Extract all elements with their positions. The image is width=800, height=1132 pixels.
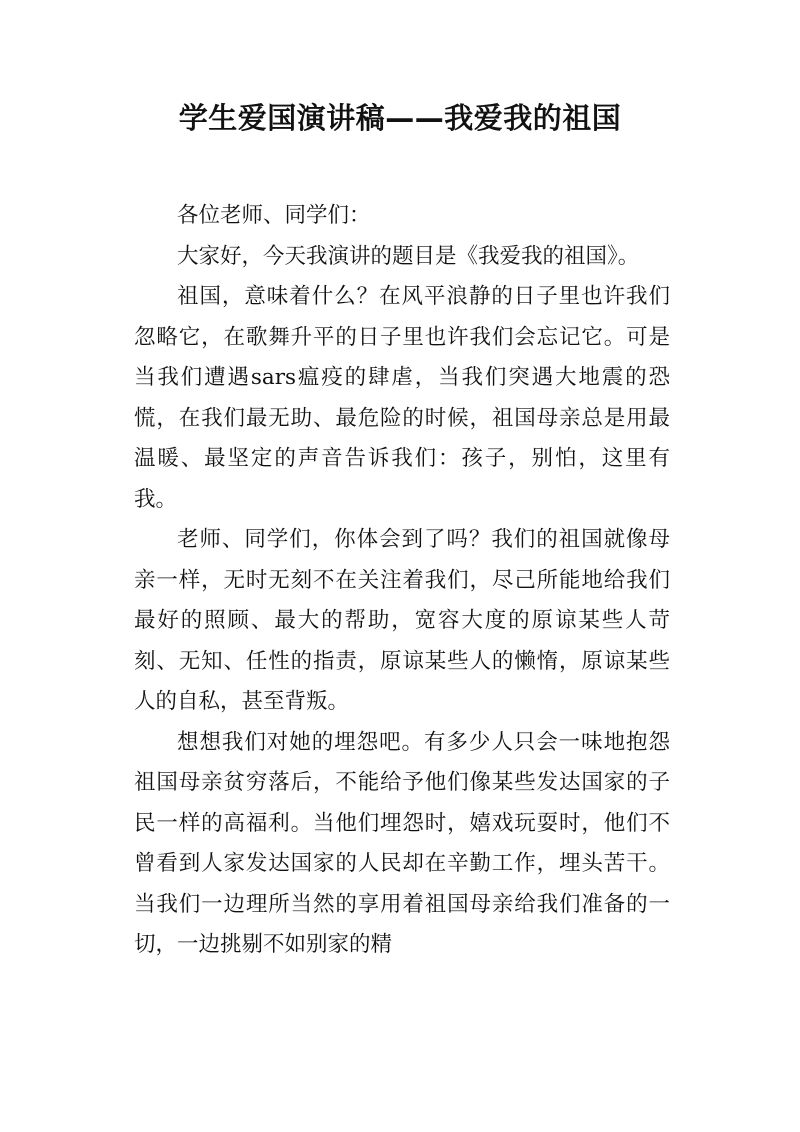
paragraph-intro: 大家好，今天我演讲的题目是《我爱我的祖国》。 [177, 243, 640, 269]
paragraph-like-a-mother: 老师、同学们，你体会到了吗？我们的祖国就像母亲一样，无时无刻不在关注着我们，尽己所能地给我们最好的照顾、最大的帮助，宽容大度的原谅某些人苛刻、无知、任性的指责，原谅某些人的懒惰，原谅某些人的自私，甚至背叛。 [134, 527, 670, 714]
paragraph-meaning-of-motherland: 祖国，意味着什么？在风平浪静的日子里也许我们忽略它，在歌舞升平的日子里也许我们会忘记它。可是当我们遭遇sars瘟疫的肆虐，当我们突遇大地震的恐慌，在我们最无助、最危险的时候，祖国母亲总是用最温暖、最坚定的声音告诉我们：孩子，别怕，这里有我。 [134, 284, 670, 512]
paragraph-complaints: 想想我们对她的埋怨吧。有多少人只会一味地抱怨祖国母亲贫穷落后，不能给予他们像某些发达国家的子民一样的高福利。当他们埋怨时，嬉戏玩耍时，他们不曾看到人家发达国家的人民却在辛勤工作，埋头苦干。当我们一边理所当然的享用着祖国母亲给我们准备的一切，一边挑剔不如别家的精 [134, 729, 670, 957]
document-title: 学生爱国演讲稿——我爱我的祖国 [178, 101, 622, 135]
document-body [134, 196, 670, 966]
paragraph-greeting: 各位老师、同学们： [177, 203, 371, 228]
